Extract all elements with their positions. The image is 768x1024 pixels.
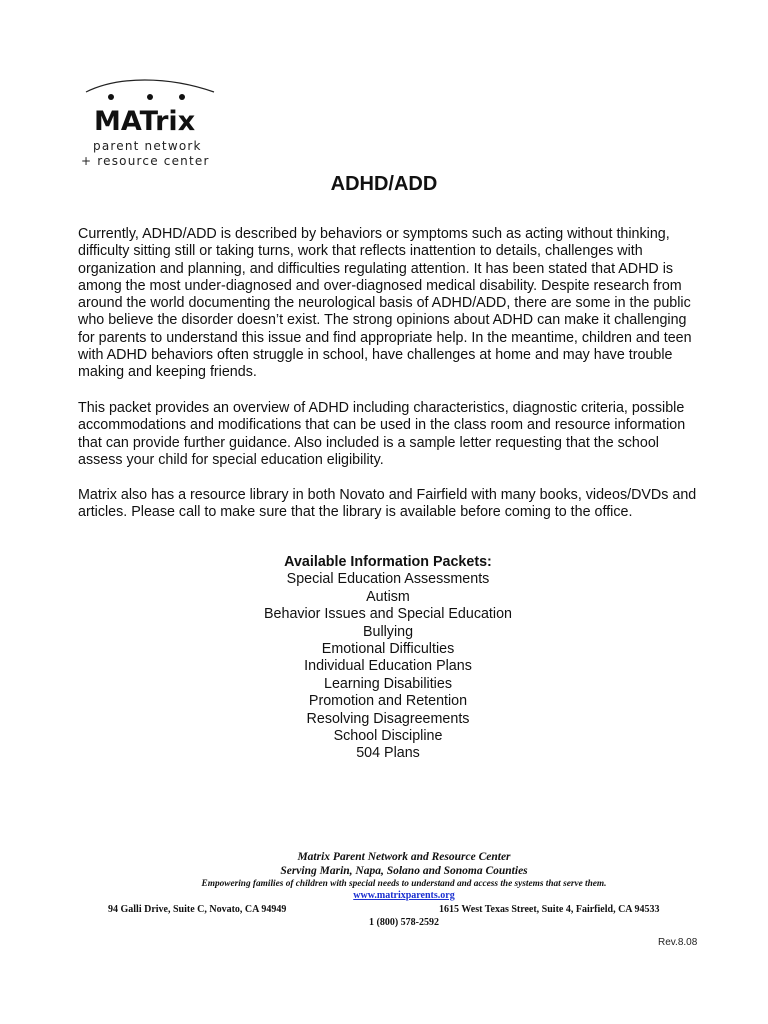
logo-wordmark: MATrix [94,106,196,137]
logo-line-parent-network: parent network [93,139,202,153]
footer [0,850,768,902]
footer-phone: 1 (800) 578-2592 [369,917,439,928]
list-item: School Discipline [333,728,443,745]
logo-line-resource-center: + resource center [81,154,210,168]
intro-paragraph [78,226,704,382]
packets-list [0,554,768,763]
paragraph-text: Currently, ADHD/ADD is described by behaviors or symptoms such as acting without thinking, difficulty sitting still or taking turns, work that reflects inattention to details, challenges with organization and planning, and difficulties regulating attention. It has been stated that ADHD is among the most under-diagnosed and over-diagnosed medical disability. Despite research from around the world documenting the neurological basis of ADHD/ADD, there are some in the public who believe the disorder doesn’t exist. The strong opinions about ADHD can make it challenging for parents to understand this issue and find appropriate help. In the meantime, children and teen with ADHD behaviors often struggle in school, have challenges at home and may have trouble making and keeping friends. [78,226,692,381]
list-item: Resolving Disagreements [306,710,470,727]
paragraph-text: This packet provides an overview of ADHD including characteristics, diagnostic criteria, possible accommodations and modifications that can be used in the class room and resource information that can provide further guidance. Also included is a sample letter requesting that the school assess your child for special education eligibility. [78,400,686,468]
footer-website-link[interactable]: www.matrixparents.org [353,890,455,901]
footer-serving: Serving Marin, Napa, Solano and Sonoma Counties [280,865,528,877]
list-item: Bullying [362,623,414,640]
paragraph-text: Matrix also has a resource library in both Novato and Fairfield with many books, videos/DVDs and articles. Please call to make sure that the library is available before coming to the office. [78,487,697,521]
list-item: Individual Education Plans [304,658,472,675]
footer-tagline: Empowering families of children with special needs to understand and access the systems that serve them. [201,879,607,889]
overview-paragraph [78,400,704,469]
footer-address-novato: 94 Galli Drive, Suite C, Novato, CA 94949 [108,904,287,915]
list-item: 504 Plans [356,745,420,762]
list-item: Promotion and Retention [308,693,468,710]
page-title: ADHD/ADD [330,173,438,195]
list-item: Autism [366,588,410,605]
packets-heading: Available Information Packets: [284,554,492,570]
list-item: Special Education Assessments [286,571,490,588]
footer-address-fairfield: 1615 West Texas Street, Suite 4, Fairfield, CA 94533 [439,904,660,915]
library-paragraph [78,487,704,522]
list-item: Emotional Difficulties [321,641,455,658]
list-item: Behavior Issues and Special Education [264,606,512,623]
list-item: Learning Disabilities [324,675,452,692]
matrix-logo [78,76,218,171]
revision-label: Rev.8.08 [658,937,698,948]
footer-org: Matrix Parent Network and Resource Center [297,851,511,863]
